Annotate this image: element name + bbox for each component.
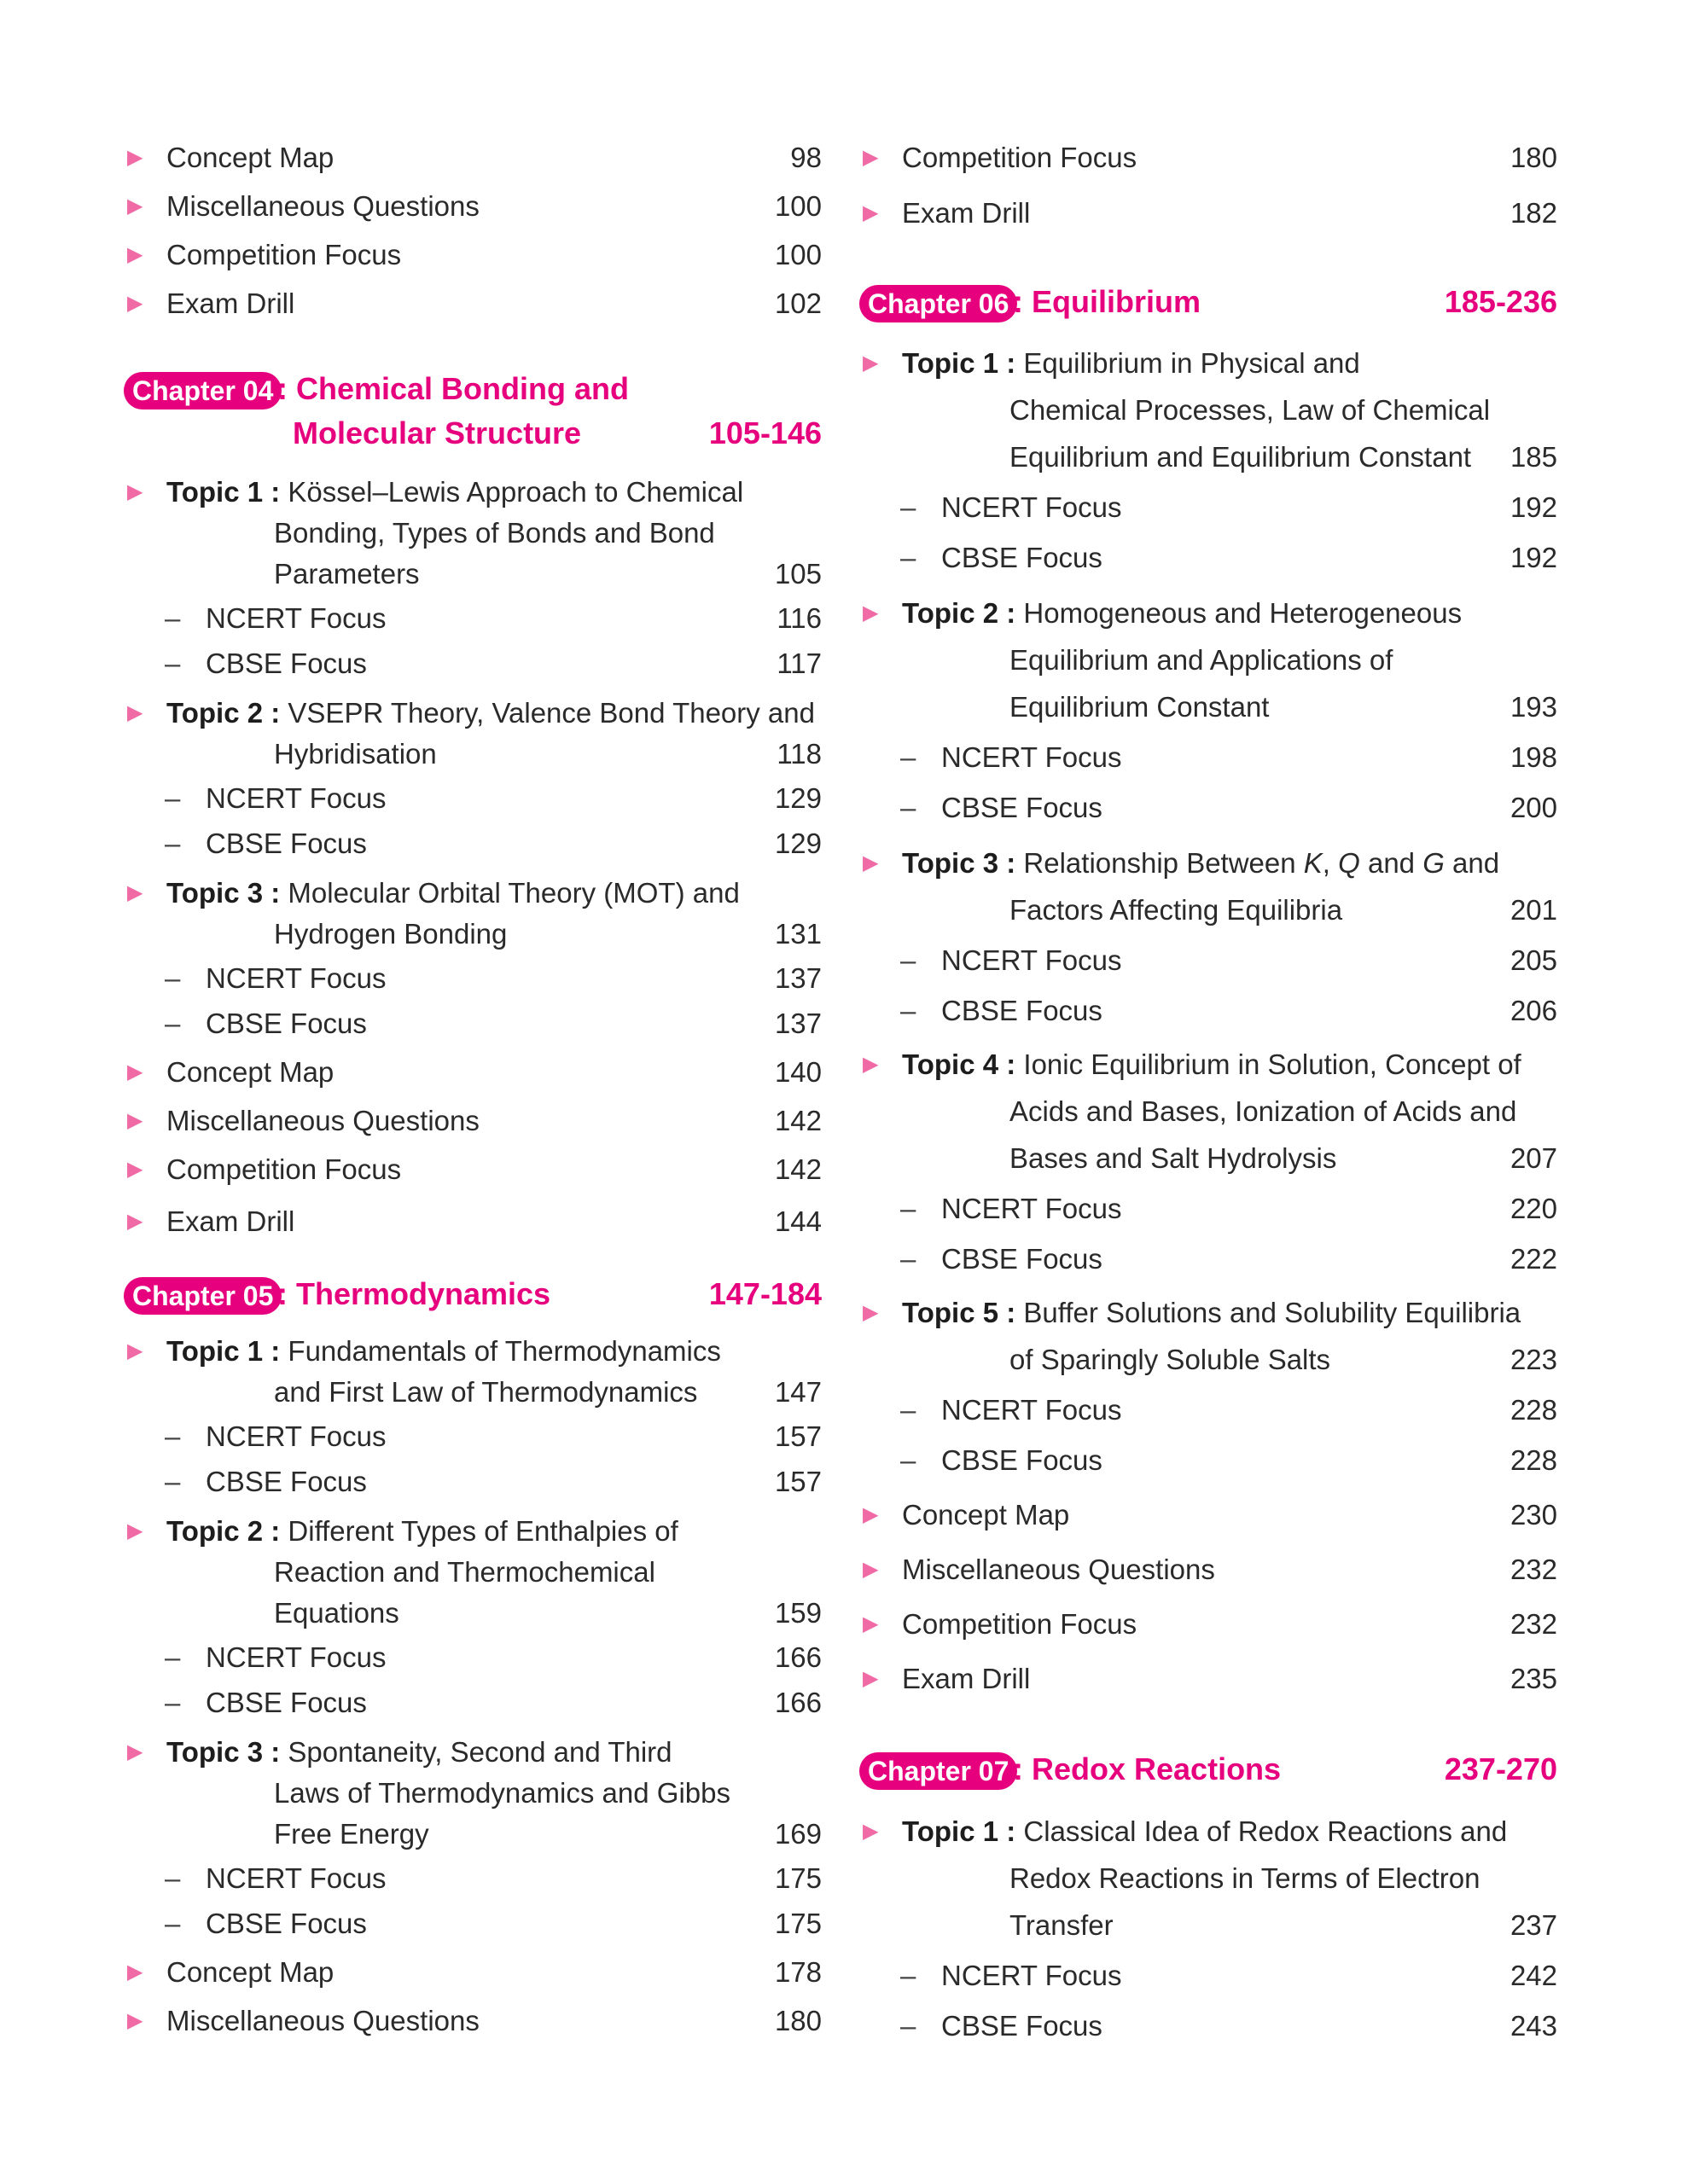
bullet-arrow-icon: ▶ xyxy=(863,601,879,624)
dash-icon: – xyxy=(165,782,181,814)
dash-icon: – xyxy=(165,1466,181,1497)
dash-icon: – xyxy=(165,1641,181,1673)
bullet-arrow-icon: ▶ xyxy=(863,1820,879,1843)
chapter-title-line2: Molecular Structure xyxy=(293,415,582,450)
bullet-arrow-icon: ▶ xyxy=(127,480,143,503)
dash-icon: – xyxy=(900,1193,916,1224)
chapter-page-range: 105-146 xyxy=(708,415,822,450)
bullet-arrow-icon: ▶ xyxy=(127,195,143,218)
chapter-title: : Chemical Bonding and xyxy=(277,371,630,406)
bullet-arrow-icon: ▶ xyxy=(127,881,143,904)
bullet-arrow-icon: ▶ xyxy=(127,243,143,266)
dash-icon: – xyxy=(900,1444,916,1476)
dash-icon: – xyxy=(165,602,181,634)
bullet-arrow-icon: ▶ xyxy=(127,146,143,169)
bullet-arrow-icon: ▶ xyxy=(127,1339,143,1362)
bullet-arrow-icon: ▶ xyxy=(863,201,879,224)
chapter-page-range: 237-270 xyxy=(1444,1751,1557,1786)
chapter-title: : Redox Reactions xyxy=(1013,1751,1282,1786)
dash-icon: – xyxy=(900,1394,916,1426)
chapter-badge: Chapter 06 xyxy=(859,285,1017,322)
bullet-arrow-icon: ▶ xyxy=(127,1519,143,1542)
bullet-arrow-icon: ▶ xyxy=(127,1210,143,1233)
dash-icon: – xyxy=(165,828,181,859)
bullet-arrow-icon: ▶ xyxy=(127,292,143,315)
chapter-page-range: 147-184 xyxy=(708,1276,822,1311)
bullet-arrow-icon: ▶ xyxy=(863,146,879,169)
chapter-page-range: 185-236 xyxy=(1444,284,1557,319)
dash-icon: – xyxy=(900,542,916,573)
bullet-arrow-icon: ▶ xyxy=(127,1060,143,1083)
bullet-arrow-icon: ▶ xyxy=(127,1158,143,1181)
chapter-badge: Chapter 07 xyxy=(859,1752,1017,1790)
chapter-title: : Equilibrium xyxy=(1013,284,1201,319)
dash-icon: – xyxy=(165,1008,181,1039)
dash-icon: – xyxy=(900,2010,916,2042)
right-column: ▶ Competition Focus 180 ▶ Exam Drill 182 Chapter 06 : Equilibrium 185-236 ▶ Topic 1 : Equilibrium in Physical and Chemical Processes, Law of Chemical Equilibrium and Equilibrium Constant 185 – NCERT Focus 192 – CBSE Focus 192 ▶ Topic 2 : Homogeneous and Heterogeneous Equilibrium and Applications of Equilibrium Constant 193 – NCERT Focus 198 – CBSE Focus 200 ▶ Topic 3 : Relationship Between K, Q and G and Factors Affecting Equilibria 201 – NCERT Focus 205 – CBSE Focus 206 ▶ Topic 4 : Ionic Equilibrium in Solution, Concept of Acids and Bases, Ionization of Acids and Bases and Salt Hydrolysis 207 – NCERT Focus 220 – CBSE Focus 222 ▶ Topic 5 : Buffer Solutions and Solubility Equilibria of Sparingly Soluble Salts 223 – NCERT Focus 228 – CBSE Focus 228 ▶ Concept Map 230 ▶ Miscellaneous Questions 232 ▶ Competition Focus 232 ▶ Exam Drill 235 Chapter 07 : Redox Reactions 237-270 ▶ Topic 1 : Classical Idea of Redox Reactions and Redox Reactions in Terms of Electron Transfer 237 – NCERT Focus 242 – CBSE Focus 243 xyxy=(859,0,1557,2184)
dash-icon: – xyxy=(900,491,916,523)
chapter-badge: Chapter 05 xyxy=(124,1277,282,1315)
bullet-arrow-icon: ▶ xyxy=(863,1301,879,1324)
bullet-arrow-icon: ▶ xyxy=(127,1109,143,1132)
bullet-arrow-icon: ▶ xyxy=(863,1503,879,1526)
bullet-arrow-icon: ▶ xyxy=(127,1960,143,1984)
bullet-arrow-icon: ▶ xyxy=(863,1612,879,1635)
dash-icon: – xyxy=(165,1908,181,1939)
dash-icon: – xyxy=(900,741,916,773)
bullet-arrow-icon: ▶ xyxy=(863,851,879,874)
bullet-arrow-icon: ▶ xyxy=(127,1740,143,1763)
dash-icon: – xyxy=(165,648,181,679)
dash-icon: – xyxy=(165,1862,181,1894)
dash-icon: – xyxy=(165,1420,181,1452)
dash-icon: – xyxy=(900,792,916,823)
chapter-07-heading[interactable] xyxy=(859,1747,1557,1792)
chapter-04-heading[interactable] xyxy=(124,367,822,450)
chapter-05-heading[interactable] xyxy=(124,1272,822,1316)
chapter-badge: Chapter 04 xyxy=(124,372,282,410)
bullet-arrow-icon: ▶ xyxy=(863,1558,879,1581)
dash-icon: – xyxy=(165,962,181,994)
bullet-arrow-icon: ▶ xyxy=(863,1667,879,1690)
left-column: ▶ Concept Map 98 ▶ Miscellaneous Questions 100 ▶ Competition Focus 100 ▶ Exam Drill 102 Chapter 04 : Chemical Bonding and Molecular Structure 105-146 ▶ Topic 1 : Kössel–Lewis Approach to Chemical Bonding, Types of Bonds and Bond Parameters 105 – NCERT Focus 116 – CBSE Focus 117 ▶ Topic 2 : VSEPR Theory, Valence Bond Theory and Hybridisation 118 – NCERT Focus 129 – CBSE Focus 129 ▶ Topic 3 : Molecular Orbital Theory (MOT) and Hydrogen Bonding 131 – NCERT Focus 137 – CBSE Focus 137 ▶ Concept Map 140 ▶ Miscellaneous Questions 142 ▶ Competition Focus 142 ▶ Exam Drill 144 Chapter 05 : Thermodynamics 147-184 ▶ Topic 1 : Fundamentals of Thermodynamics and First Law of Thermodynamics 147 – NCERT Focus 157 – CBSE Focus 157 ▶ Topic 2 : Different Types of Enthalpies of Reaction and Thermochemical Equations 159 – NCERT Focus 166 – CBSE Focus 166 ▶ Topic 3 : Spontaneity, Second and Third Laws of Thermodynamics and Gibbs Free Energy 169 – NCERT Focus 175 – CBSE Focus 175 ▶ Concept Map 178 ▶ Miscellaneous Questions 180 xyxy=(124,0,822,2184)
dash-icon: – xyxy=(165,1687,181,1718)
dash-icon: – xyxy=(900,995,916,1026)
bullet-arrow-icon: ▶ xyxy=(127,2009,143,2032)
dash-icon: – xyxy=(900,1960,916,1991)
bullet-arrow-icon: ▶ xyxy=(863,1053,879,1076)
chapter-title: : Thermodynamics xyxy=(277,1276,551,1311)
bullet-arrow-icon: ▶ xyxy=(127,701,143,724)
bullet-arrow-icon: ▶ xyxy=(863,351,879,375)
dash-icon: – xyxy=(900,1243,916,1275)
chapter-06-heading[interactable] xyxy=(859,280,1557,324)
dash-icon: – xyxy=(900,944,916,976)
